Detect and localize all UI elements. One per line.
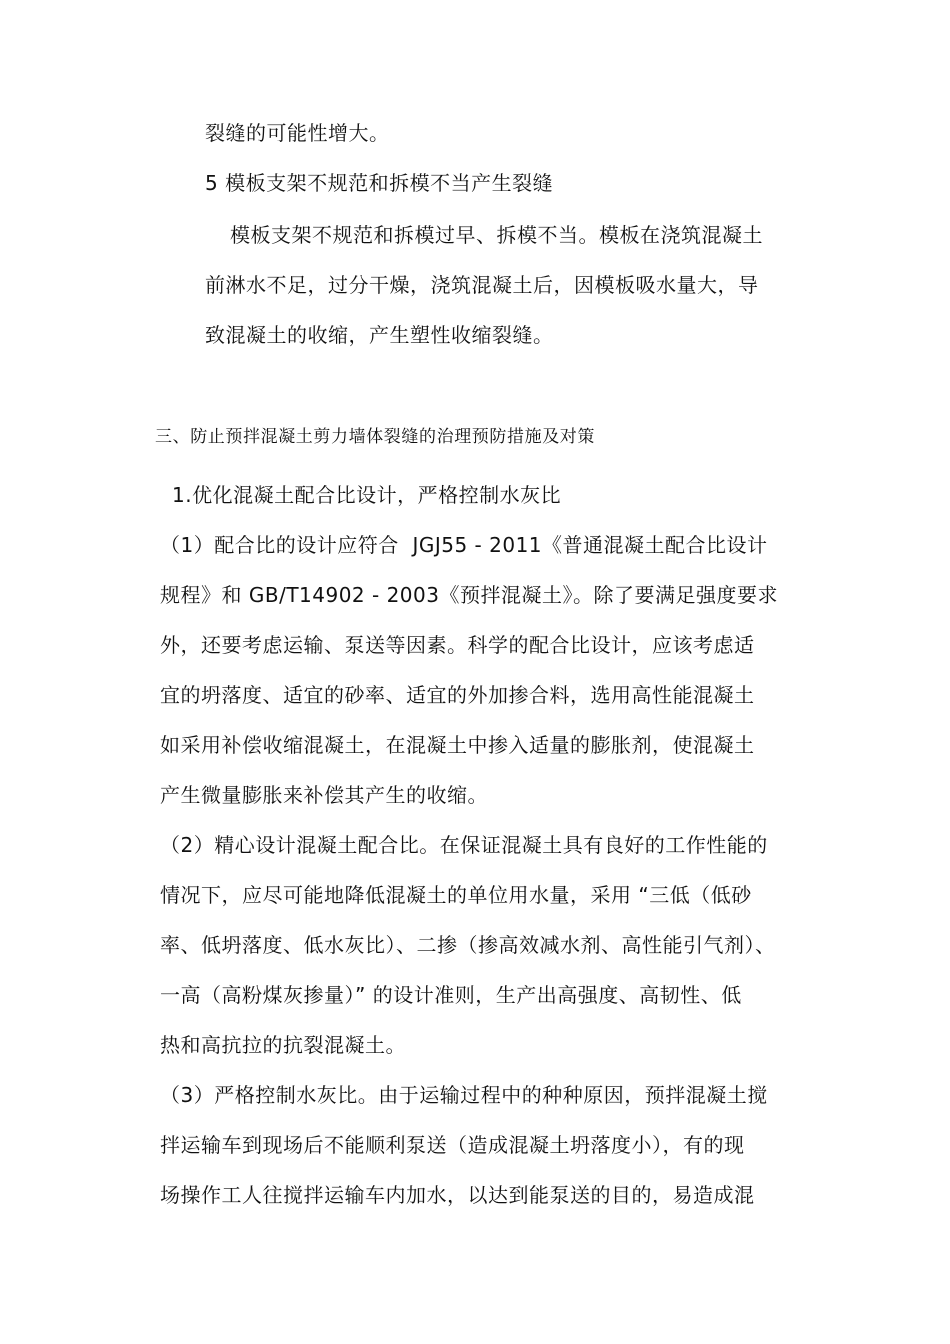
body-text-line: 率、低坍落度、低水灰比）、二掺（掺高效减水剂、高性能引气剂）、 [160, 933, 776, 957]
body-text-line: （2）精心设计混凝土配合比。在保证混凝土具有良好的工作性能的 [160, 833, 768, 857]
section-subheading: 5 模板支架不规范和拆模不当产生裂缝 [205, 171, 554, 195]
body-text-line: （1）配合比的设计应符合 JGJ55 - 2011《普通混凝土配合比设计 [160, 533, 768, 557]
section-heading: 三、防止预拌混凝土剪力墙体裂缝的治理预防措施及对策 [155, 427, 595, 447]
body-text-line: 拌运输车到现场后不能顺利泵送（造成混凝土坍落度小），有的现 [160, 1133, 745, 1157]
body-text-line: （3）严格控制水灰比。由于运输过程中的种种原因，预拌混凝土搅 [160, 1083, 768, 1107]
body-text-line: 裂缝的可能性增大。 [205, 121, 390, 145]
body-text-line: 场操作工人往搅拌运输车内加水，以达到能泵送的目的，易造成混 [160, 1183, 755, 1207]
body-text-line: 如采用补偿收缩混凝土，在混凝土中掺入适量的膨胀剂，使混凝土 [160, 733, 755, 757]
body-text-line: 一高（高粉煤灰掺量）” 的设计准则，生产出高强度、高韧性、低 [160, 983, 742, 1007]
body-text-line: 产生微量膨胀来补偿其产生的收缩。 [160, 783, 488, 807]
body-text-line: 情况下，应尽可能地降低混凝土的单位用水量，采用 “三低（低砂 [160, 883, 752, 907]
body-text-line: 模板支架不规范和拆模过早、拆模不当。模板在浇筑混凝土 [230, 223, 763, 247]
body-text-line: 宜的坍落度、适宜的砂率、适宜的外加掺合料，选用高性能混凝土 [160, 683, 755, 707]
body-text-line: 致混凝土的收缩，产生塑性收缩裂缝。 [205, 323, 554, 347]
body-text-line: 外，还要考虑运输、泵送等因素。科学的配合比设计，应该考虑适 [160, 633, 755, 657]
subsection-heading: 1.优化混凝土配合比设计，严格控制水灰比 [172, 483, 562, 507]
body-text-line: 热和高抗拉的抗裂混凝土。 [160, 1033, 406, 1057]
body-text-line: 规程》和 GB/T14902 - 2003《预拌混凝土》。除了要满足强度要求 [160, 583, 778, 607]
body-text-line: 前淋水不足，过分干燥，浇筑混凝土后，因模板吸水量大，导 [205, 273, 759, 297]
